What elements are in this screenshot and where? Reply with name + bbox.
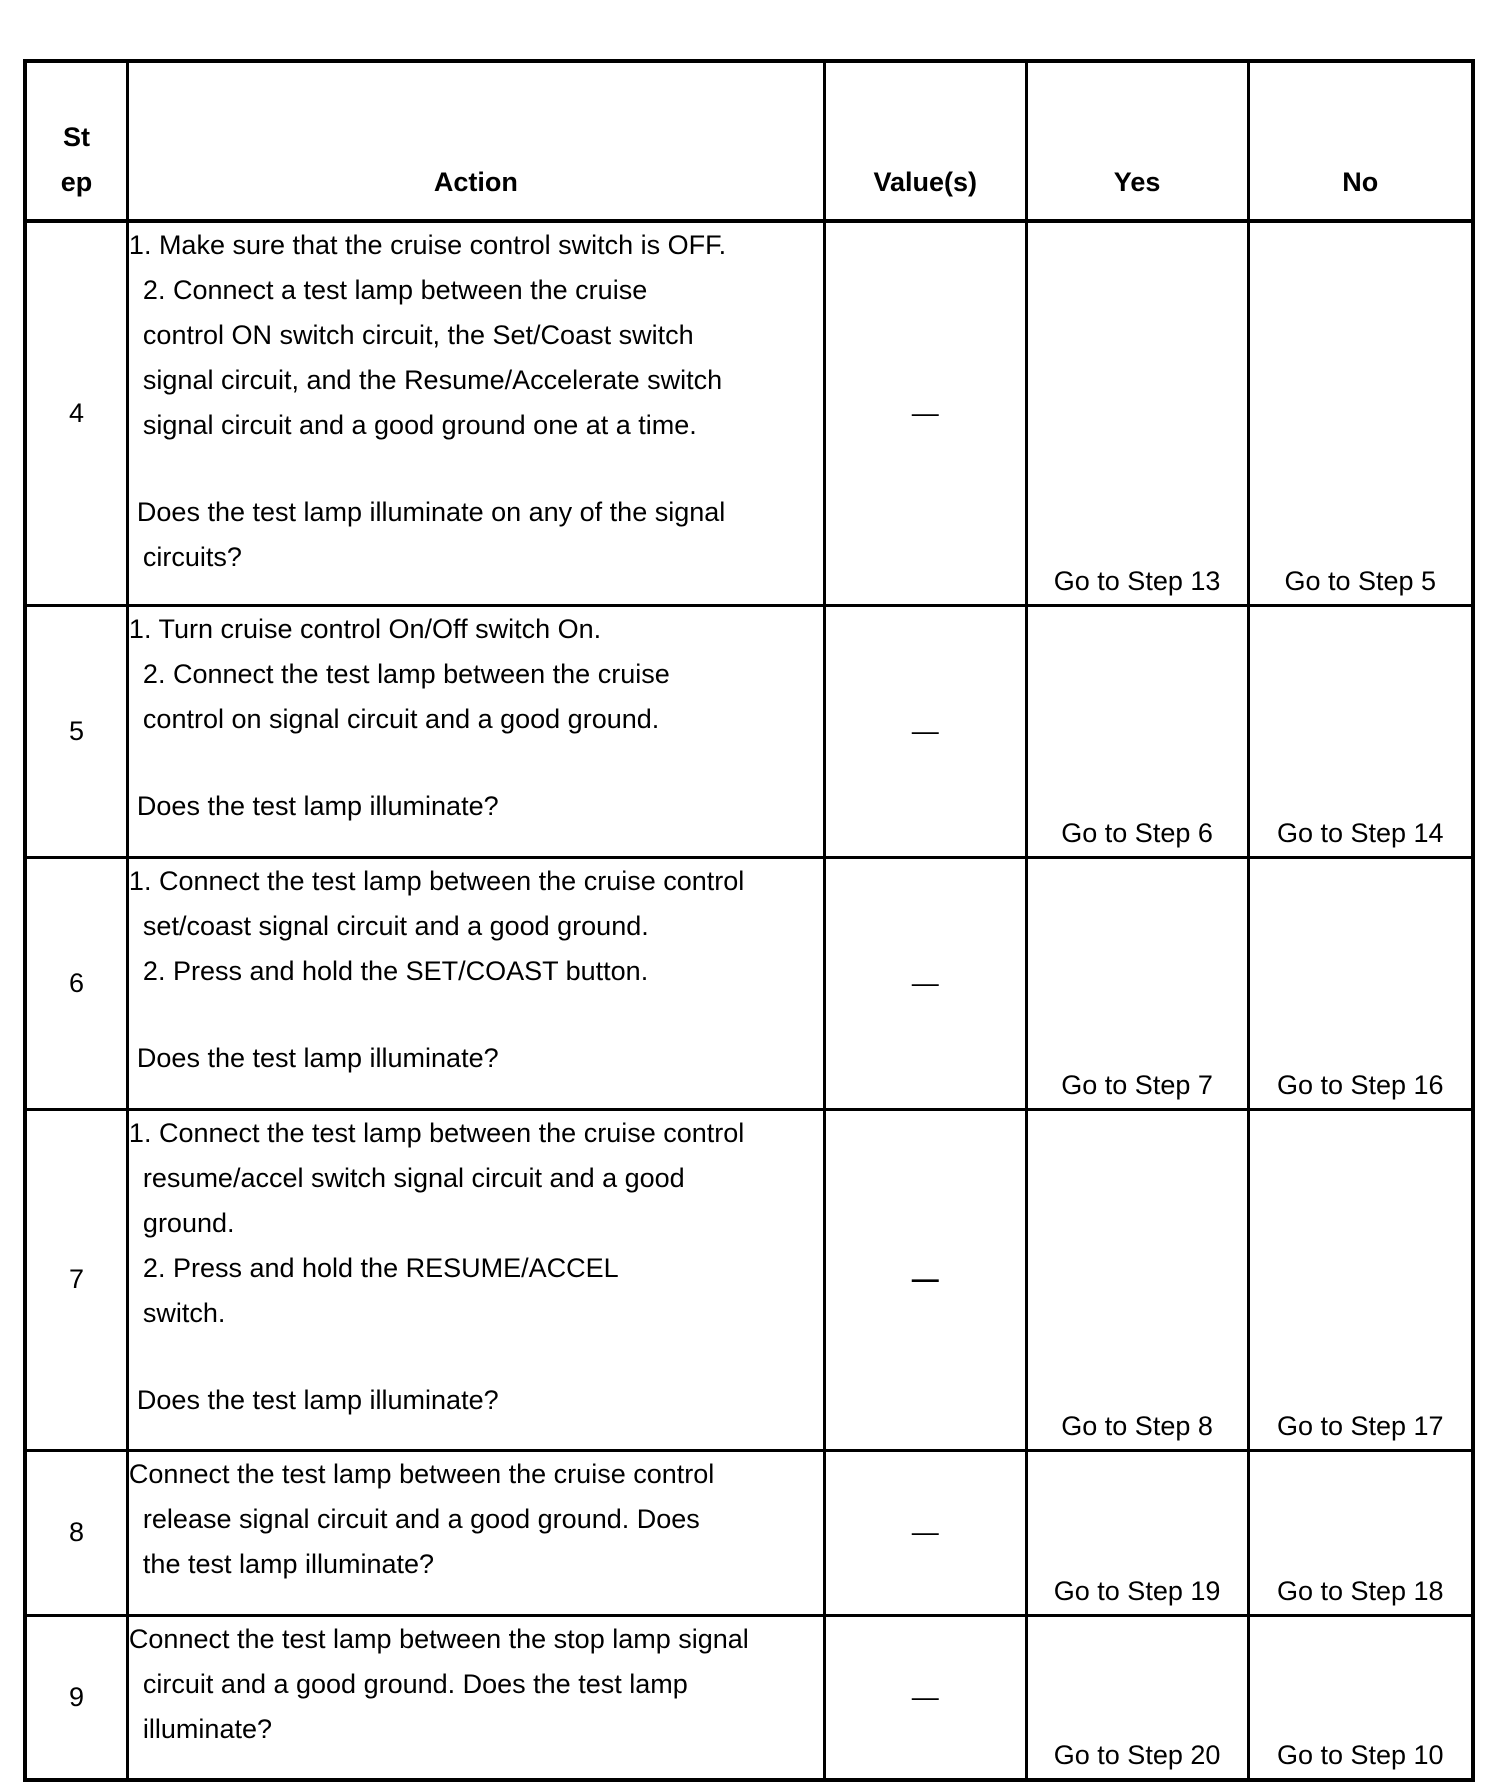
action-line: circuit and a good ground. Does the test lamp — [142, 1668, 688, 1699]
header-step-line-1: St — [62, 122, 90, 152]
yes-cell: Go to Step 7 — [1026, 857, 1248, 1109]
value-cell — [824, 1450, 1026, 1615]
action-cell — [127, 1450, 824, 1615]
value-dash: — — [911, 1681, 939, 1712]
yes-cell: Go to Step 20 — [1026, 1615, 1248, 1780]
action-line: control on signal circuit and a good ground. — [142, 703, 660, 734]
value-dash: — — [911, 1264, 939, 1294]
value-dash: — — [911, 715, 939, 746]
action-line: control ON switch circuit, the Set/Coast switch — [142, 320, 694, 350]
diagnostic-table — [23, 59, 1475, 1782]
value-cell — [824, 221, 1026, 605]
action-line: illuminate? — [142, 1713, 272, 1744]
header-step — [25, 61, 127, 221]
action-cell — [127, 221, 824, 605]
action-line: resume/accel switch signal circuit and a good — [142, 1162, 685, 1193]
action-line: release signal circuit and a good ground. Does — [142, 1503, 700, 1534]
spacer — [129, 994, 823, 1036]
action-cell — [127, 857, 824, 1109]
question-line: Does the test lamp illuminate? — [136, 1384, 499, 1415]
action-line: Connect the test lamp between the cruise control — [128, 1458, 715, 1489]
action-line: 1. Connect the test lamp between the cruise control — [128, 865, 745, 896]
header-values: Value(s) — [824, 61, 1026, 221]
yes-cell: Go to Step 8 — [1026, 1109, 1248, 1450]
action-line: switch. — [142, 1297, 226, 1328]
table-row-step-7 — [25, 1109, 1473, 1450]
table-row-step-6 — [25, 857, 1473, 1109]
table-row-step-9 — [25, 1615, 1473, 1780]
no-cell: Go to Step 17 — [1248, 1109, 1473, 1450]
value-cell — [824, 1109, 1026, 1450]
question-line: circuits? — [142, 542, 242, 572]
spacer — [129, 1336, 823, 1378]
value-dash: — — [911, 397, 939, 428]
question-line: Does the test lamp illuminate on any of the signal — [136, 497, 726, 527]
header-no: No — [1248, 61, 1473, 221]
header-yes: Yes — [1026, 61, 1248, 221]
action-cell — [127, 1109, 824, 1450]
no-cell: Go to Step 18 — [1248, 1450, 1473, 1615]
action-line: 2. Press and hold the SET/COAST button. — [142, 955, 649, 986]
question-line: Does the test lamp illuminate? — [136, 1042, 499, 1073]
value-dash: — — [911, 967, 939, 998]
step-number: 7 — [25, 1109, 127, 1450]
question-line: Does the test lamp illuminate? — [136, 790, 499, 821]
yes-cell: Go to Step 13 — [1026, 221, 1248, 605]
table-row-step-8 — [25, 1450, 1473, 1615]
action-line: 1. Make sure that the cruise control switch is OFF. — [128, 230, 727, 260]
no-cell: Go to Step 14 — [1248, 605, 1473, 857]
yes-cell: Go to Step 19 — [1026, 1450, 1248, 1615]
action-line: set/coast signal circuit and a good ground. — [142, 910, 649, 941]
value-cell — [824, 857, 1026, 1109]
spacer — [129, 742, 823, 784]
action-cell — [127, 605, 824, 857]
value-cell — [824, 605, 1026, 857]
action-line: signal circuit, and the Resume/Accelerate switch — [142, 365, 723, 395]
action-line: signal circuit and a good ground one at a time. — [142, 410, 697, 440]
table-row-step-4 — [25, 221, 1473, 605]
step-number: 5 — [25, 605, 127, 857]
no-cell: Go to Step 5 — [1248, 221, 1473, 605]
action-line: Connect the test lamp between the stop lamp signal — [128, 1623, 749, 1654]
value-dash: — — [911, 1517, 939, 1547]
header-action: Action — [127, 61, 824, 221]
action-line: 2. Connect a test lamp between the cruise — [142, 275, 648, 305]
action-line: 2. Connect the test lamp between the cruise — [142, 658, 670, 689]
no-cell: Go to Step 10 — [1248, 1615, 1473, 1780]
step-number: 6 — [25, 857, 127, 1109]
action-line: 1. Connect the test lamp between the cruise control — [128, 1117, 745, 1148]
header-step-line-2: ep — [60, 167, 93, 197]
header-row — [25, 61, 1473, 221]
spacer — [129, 448, 823, 490]
action-line: ground. — [142, 1207, 235, 1238]
value-cell — [824, 1615, 1026, 1780]
yes-cell: Go to Step 6 — [1026, 605, 1248, 857]
action-line: 2. Press and hold the RESUME/ACCEL — [142, 1252, 619, 1283]
action-line: 1. Turn cruise control On/Off switch On. — [128, 613, 602, 644]
action-cell — [127, 1615, 824, 1780]
table-row-step-5 — [25, 605, 1473, 857]
no-cell: Go to Step 16 — [1248, 857, 1473, 1109]
step-number: 4 — [25, 221, 127, 605]
action-line: the test lamp illuminate? — [142, 1548, 435, 1579]
step-number: 9 — [25, 1615, 127, 1780]
step-number: 8 — [25, 1450, 127, 1615]
